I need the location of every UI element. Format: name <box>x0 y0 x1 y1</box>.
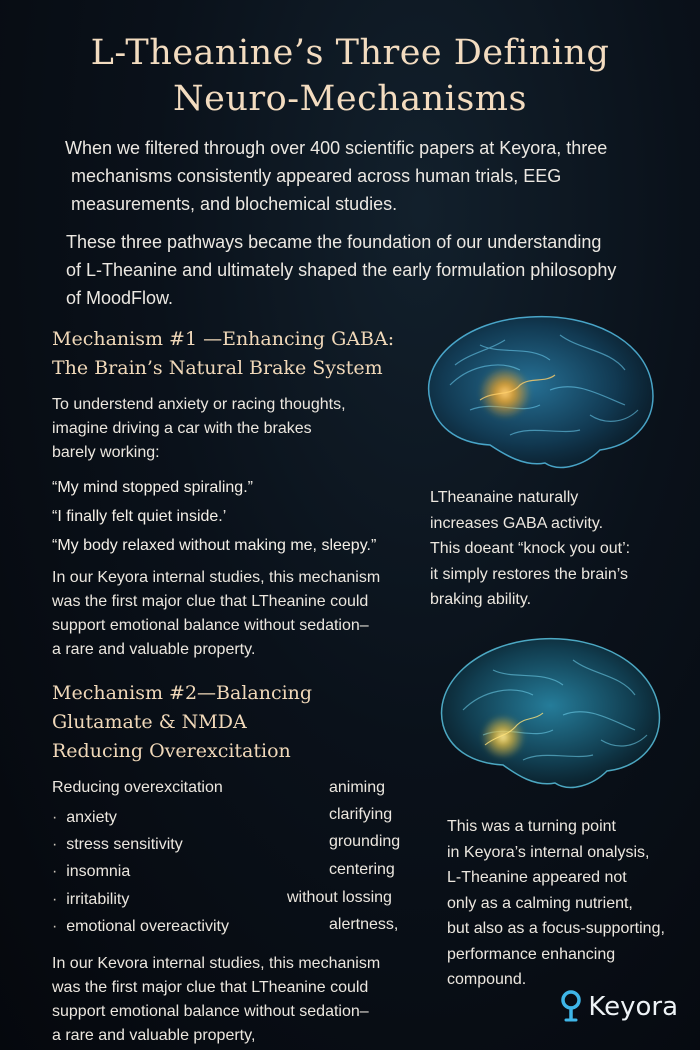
right-word: animing <box>329 779 386 796</box>
list-title: Reducing overexcitation <box>52 779 223 796</box>
mechanism-1-quotes: “My mind stopped spiraling.” “I finally felt quiet inside.’ “My body relaxed without making me, sleepy.” <box>52 479 377 554</box>
list-item: · insomnia <box>52 863 131 880</box>
list-item: · stress sensitivity <box>52 836 183 853</box>
right-word: clarifying <box>329 806 393 823</box>
mechanism-2-side-note: This was a turning point in Keyora’s internal onalysis, L-Theanine appeared not only as a calming nutrient, but also as a focus-supporting, performance enhancing compound. <box>447 818 665 988</box>
right-word: grounding <box>329 833 401 850</box>
mechanism-1-heading: Mechanism #1 —Enhancing GABA: The Brain’s Natural Brake System <box>52 328 395 379</box>
brand-name: Keyora <box>588 992 678 1022</box>
brand-logo <box>560 990 678 1024</box>
mechanism-2-heading: Mechanism #2—Balancing Glutamate & NMDA Reducing Overexcitation <box>52 682 313 762</box>
intro-paragraph-1: When we filtered through over 400 scientific papers at Keyora, three mechanisms consistently appeared across human trials, EEG measurements, and blochemical studies. <box>65 138 608 214</box>
mechanism-1-intro: To understend anxiety or racing thoughts, imagine driving a car with the brakes barely working: <box>52 396 346 461</box>
right-word: centering <box>329 861 395 878</box>
list-item: · irritability <box>52 891 130 908</box>
brain-illustration-1 <box>410 305 670 480</box>
list-item: · anxiety <box>52 809 117 826</box>
intro-paragraph-2: These three pathways became the foundation of our understanding of L-Theanine and ultimately shaped the early formulation philosophy of MoodFlow. <box>66 232 617 308</box>
list-item: · emotional overeactivity <box>52 918 229 935</box>
page-title: L-Theanine’s Three Defining Neuro-Mechanisms <box>90 33 610 119</box>
mechanism-1-summary: In our Keyora internal studies, this mechanism was the first major clue that LTheanine could support emotional balance without sedation– a rare and valuable property. <box>52 569 381 658</box>
mechanism-2-summary: In our Kevora internal studies, this mechanism was the first major clue that LTheanine could support emotional balance without sedation– a rare and valuable property, <box>52 955 381 1044</box>
brain-illustration-2 <box>425 625 675 800</box>
location-pin-icon <box>560 990 582 1024</box>
right-word: alertness, <box>329 916 399 933</box>
right-word: without lossing <box>287 889 392 906</box>
mechanism-1-side-note: LTheanaine naturally increases GABA activity. This doeant “knock you out’: it simply restores the brain’s braking ability. <box>430 489 631 608</box>
